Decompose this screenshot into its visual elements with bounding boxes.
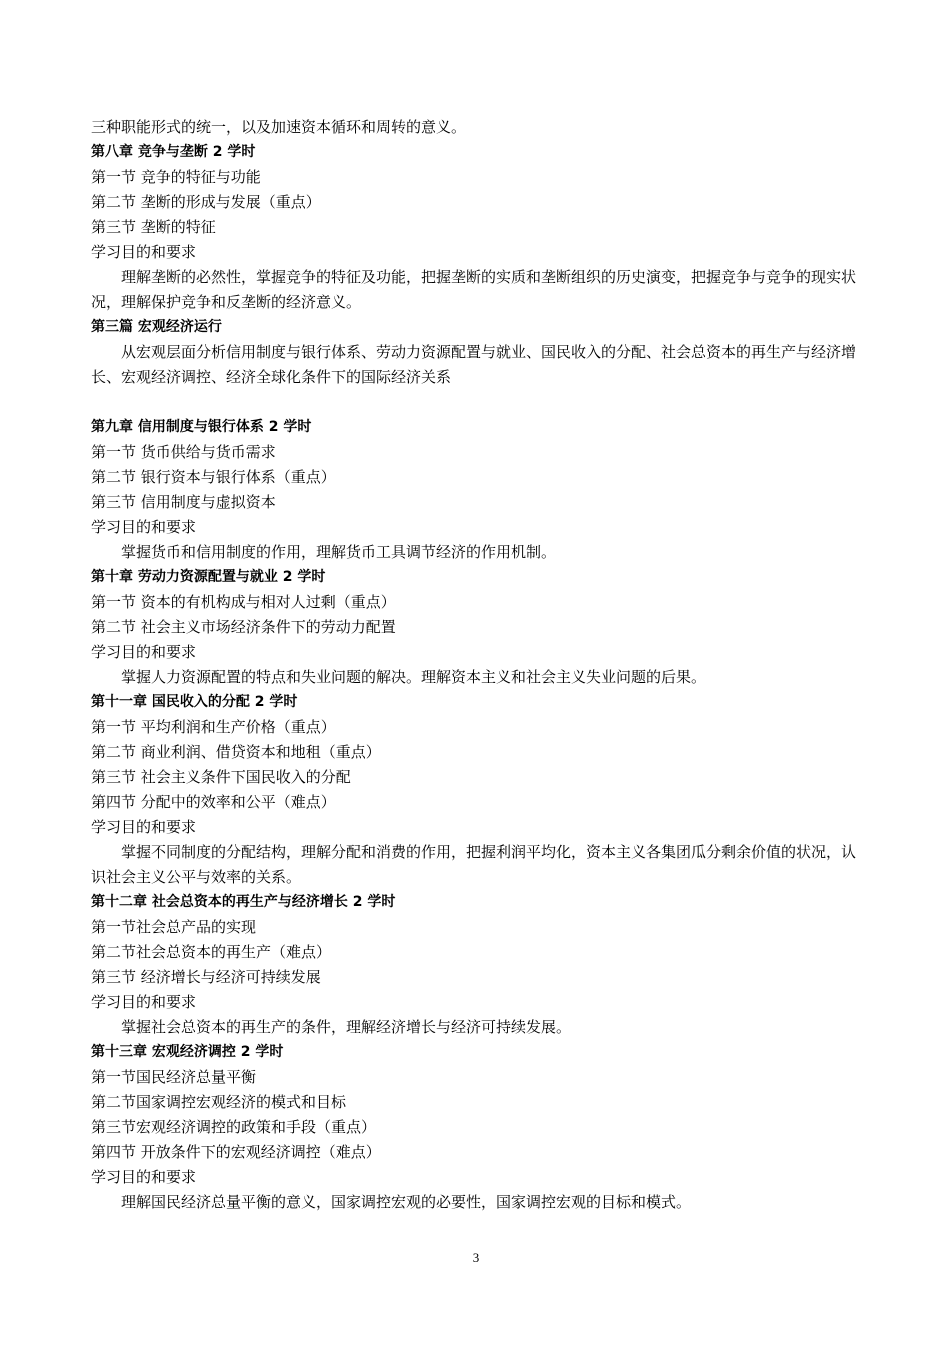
text-line: 第四节 分配中的效率和公平（难点） [91, 793, 336, 811]
paragraph: 理解垄断的必然性，掌握竞争的特征及功能，把握垄断的实质和垄断组织的历史演变，把握竞争与竞争的现实状况，理解保护竞争和反垄断的经济意义。 [91, 268, 857, 311]
text-line: 学习目的和要求 [91, 518, 197, 536]
text-line: 第一节国民经济总量平衡 [91, 1068, 257, 1086]
text-line: 第一节社会总产品的实现 [91, 918, 257, 936]
paragraph: 从宏观层面分析信用制度与银行体系、劳动力资源配置与就业、国民收入的分配、社会总资本的再生产与经济增长、宏观经济调控、经济全球化条件下的国际经济关系 [91, 343, 857, 386]
section-heading: 第十三章 宏观经济调控 2 学时 [91, 1044, 284, 1060]
text-line: 第二节社会总资本的再生产（难点） [91, 943, 332, 961]
section-heading: 第八章 竞争与垄断 2 学时 [91, 144, 256, 160]
section-heading: 第十二章 社会总资本的再生产与经济增长 2 学时 [91, 894, 396, 910]
section-heading: 第十一章 国民收入的分配 2 学时 [91, 694, 298, 710]
section-heading: 第十章 劳动力资源配置与就业 2 学时 [91, 569, 326, 585]
text-line: 第三节 信用制度与虚拟资本 [91, 493, 276, 511]
text-line: 第四节 开放条件下的宏观经济调控（难点） [91, 1143, 381, 1161]
paragraph: 掌握人力资源配置的特点和失业问题的解决。理解资本主义和社会主义失业问题的后果。 [121, 668, 707, 686]
text-line: 学习目的和要求 [91, 243, 197, 261]
paragraph: 掌握不同制度的分配结构，理解分配和消费的作用，把握利润平均化，资本主义各集团瓜分剩余价值的状况，认识社会主义公平与效率的关系。 [91, 843, 857, 886]
text-line: 第一节 平均利润和生产价格（重点） [91, 718, 336, 736]
document-body [91, 115, 863, 1215]
text-line: 学习目的和要求 [91, 1168, 197, 1186]
text-line: 学习目的和要求 [91, 818, 197, 836]
paragraph: 理解国民经济总量平衡的意义，国家调控宏观的必要性，国家调控宏观的目标和模式。 [121, 1193, 692, 1211]
text-line: 第二节 垄断的形成与发展（重点） [91, 193, 321, 211]
text-line: 第三节 经济增长与经济可持续发展 [91, 968, 321, 986]
text-line: 第一节 货币供给与货币需求 [91, 443, 276, 461]
text-line: 第三节 垄断的特征 [91, 218, 216, 236]
section-heading: 第九章 信用制度与银行体系 2 学时 [91, 419, 312, 435]
text-line: 第二节 社会主义市场经济条件下的劳动力配置 [91, 618, 396, 636]
text-line: 第二节国家调控宏观经济的模式和目标 [91, 1093, 347, 1111]
text-line: 第二节 银行资本与银行体系（重点） [91, 468, 336, 486]
text-line: 第三节宏观经济调控的政策和手段（重点） [91, 1118, 377, 1136]
paragraph: 掌握货币和信用制度的作用，理解货币工具调节经济的作用机制。 [121, 543, 557, 561]
text-line: 第二节 商业利润、借贷资本和地租（重点） [91, 743, 381, 761]
text-line: 第一节 资本的有机构成与相对人过剩（重点） [91, 593, 396, 611]
text-line: 三种职能形式的统一，以及加速资本循环和周转的意义。 [91, 118, 467, 136]
blank-line [91, 390, 863, 415]
page-number: 3 [472, 1250, 480, 1265]
text-line: 学习目的和要求 [91, 643, 197, 661]
paragraph: 掌握社会总资本的再生产的条件，理解经济增长与经济可持续发展。 [121, 1018, 572, 1036]
text-line: 第一节 竞争的特征与功能 [91, 168, 261, 186]
text-line: 第三节 社会主义条件下国民收入的分配 [91, 768, 351, 786]
text-line: 学习目的和要求 [91, 993, 197, 1011]
section-heading: 第三篇 宏观经济运行 [91, 319, 222, 335]
